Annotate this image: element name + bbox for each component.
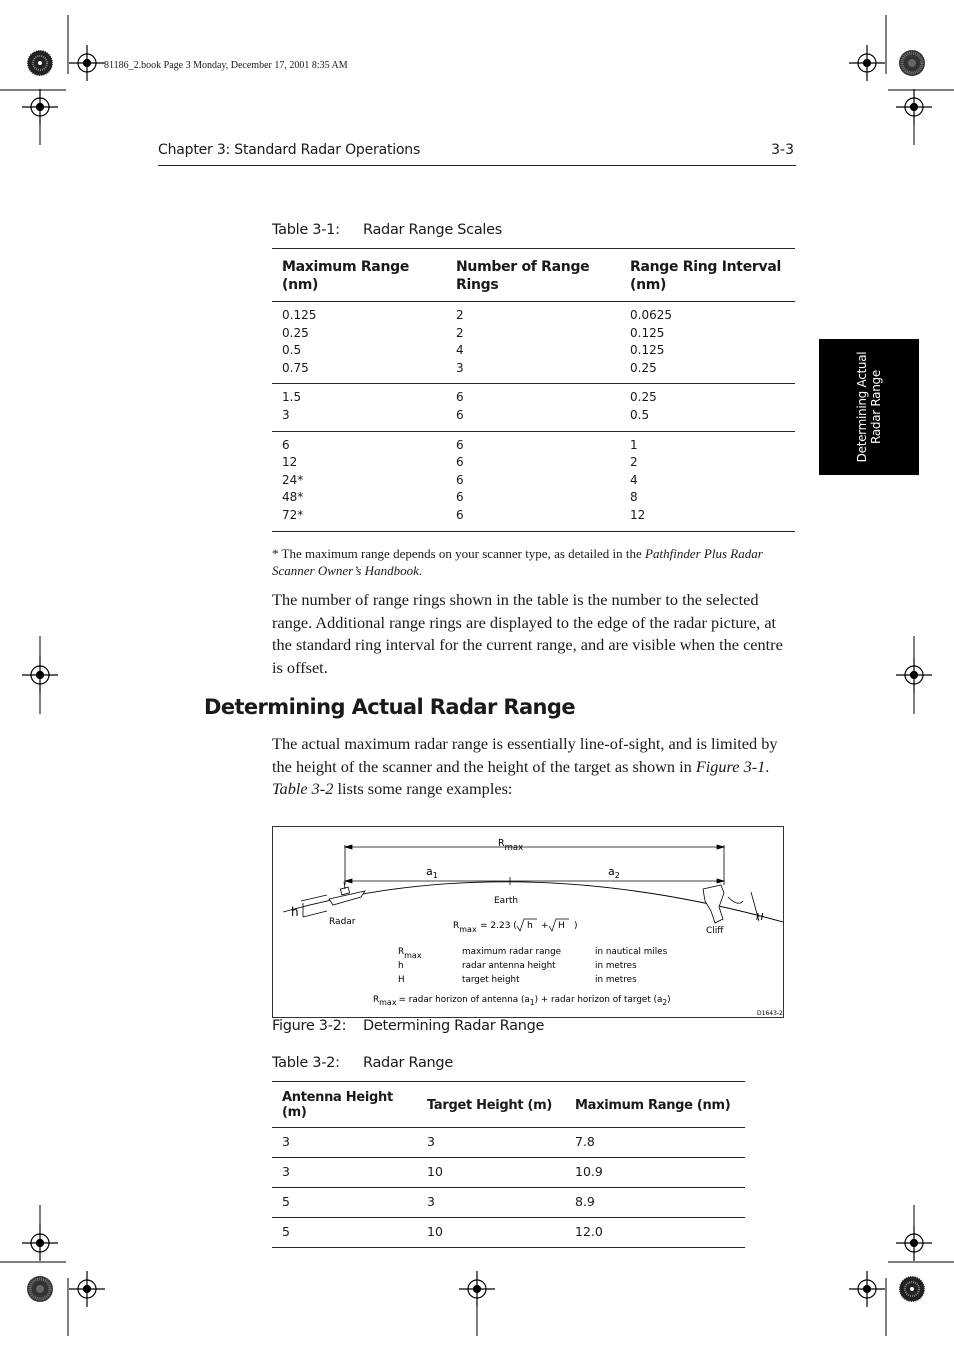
cell-value: 4	[456, 343, 464, 358]
column-header: Maximum Range (nm)	[575, 1097, 731, 1113]
column-header: Range Ring Interval (nm)	[630, 259, 781, 293]
legend-symbol: h	[398, 961, 404, 971]
table-cell: 3	[282, 1164, 290, 1179]
cell-value: 0.5	[282, 343, 302, 358]
column-header: Target Height (m)	[427, 1097, 553, 1113]
body-paragraph	[272, 733, 797, 801]
cliff-label: Cliff	[706, 926, 724, 936]
cell-value: 1	[630, 437, 638, 452]
table-cell	[272, 384, 446, 431]
cell-value: 0.5	[630, 407, 650, 422]
table-row-group	[272, 384, 795, 431]
formula-h: h	[527, 921, 533, 931]
paragraph-text: lists some range examples:	[333, 779, 513, 798]
table-cell	[446, 302, 620, 384]
radar-label: Radar	[329, 917, 356, 927]
rmax-definition: Rmax = radar horizon of antenna (a1) + radar horizon of target (a2)	[373, 995, 671, 1007]
formula-end: )	[574, 921, 578, 931]
table-cell	[620, 431, 795, 531]
table-cell: 10.9	[575, 1164, 603, 1179]
side-tab-line-2: Radar Range	[869, 370, 883, 444]
figure-code: D1643-2	[757, 1010, 783, 1017]
table-header-row	[272, 1082, 745, 1128]
cell-value: 2	[456, 308, 464, 322]
table-1-caption	[272, 222, 502, 238]
cell-value: 3	[282, 407, 290, 422]
cell-value: 8	[630, 490, 638, 505]
radar-range-table	[272, 1081, 745, 1248]
table-cell: 5	[282, 1194, 290, 1209]
legend-symbol: H	[398, 975, 405, 985]
a1-label: $a_1$	[426, 865, 438, 880]
figure-title: Determining Radar Range	[363, 1018, 545, 1034]
cell-value: 0.0625	[630, 308, 672, 322]
paragraph-text: The actual maximum radar range is essentially line-of-sight, and is limited by the height of the scanner and the height of the target as shown in	[272, 734, 778, 776]
table-cell	[620, 302, 795, 384]
legend-unit: in nautical miles	[595, 947, 668, 957]
cell-value: 48*	[282, 490, 304, 505]
radar-range-diagram	[273, 827, 783, 1017]
legend-symbol: Rmax	[398, 947, 422, 960]
formula-rmax: Rmax	[453, 921, 477, 934]
cell-value: 6	[282, 437, 290, 452]
page-number: 3-3	[771, 142, 794, 158]
table-cell: 10	[427, 1224, 443, 1239]
table-1-number: Table 3-1:	[272, 222, 340, 238]
cell-value: 6	[456, 472, 464, 487]
table-cell	[446, 384, 620, 431]
table-reference-link[interactable]: Table 3-2	[272, 779, 334, 798]
table-row	[272, 1218, 745, 1248]
cell-value: 6	[456, 407, 464, 422]
formula-H: H	[558, 921, 565, 931]
table-cell: 3	[282, 1134, 290, 1149]
running-header-chapter: Chapter 3: Standard Radar Operations	[158, 142, 421, 158]
section-heading: Determining Actual Radar Range	[204, 695, 575, 719]
legend-unit: in metres	[595, 975, 637, 985]
cell-value: 0.25	[630, 390, 657, 405]
table-cell	[272, 431, 446, 531]
cell-value: 12	[630, 507, 646, 522]
cell-value: 12	[282, 455, 298, 470]
antenna-height-label: h	[291, 905, 299, 919]
rmax-label: Rmax	[498, 838, 524, 853]
table-cell	[272, 302, 446, 384]
column-header: Number of Range Rings	[456, 259, 590, 293]
table-cell: 7.8	[575, 1134, 595, 1149]
cell-value: 0.125	[282, 308, 317, 322]
cell-value: 6	[456, 490, 464, 505]
chapter-side-tab	[819, 339, 919, 475]
table-cell: 10	[427, 1164, 443, 1179]
column-header: Antenna Height (m)	[282, 1090, 393, 1120]
cell-value: 2	[630, 455, 638, 470]
legend-description: target height	[462, 975, 520, 985]
table-cell: 5	[282, 1224, 290, 1239]
cell-value: 0.25	[630, 360, 657, 375]
cell-value: 1.5	[282, 390, 302, 405]
cell-value: 4	[630, 472, 638, 487]
legend-unit: in metres	[595, 961, 637, 971]
cell-value: 6	[456, 507, 464, 522]
formula-plus: +	[541, 921, 549, 931]
cell-value: 6	[456, 437, 464, 452]
cell-value: 0.125	[630, 325, 665, 340]
cell-value: 3	[456, 360, 464, 375]
footnote-text: * The maximum range depends on your scanner type, as detailed in the	[272, 546, 646, 561]
side-tab-line-1: Determining Actual	[855, 351, 869, 463]
table-row	[272, 1158, 745, 1188]
table-2-caption	[272, 1055, 453, 1071]
legend-description: maximum radar range	[462, 947, 562, 957]
radar-range-figure	[272, 826, 784, 1018]
formula-prefix: = 2.23 (	[480, 921, 517, 931]
footnote-handbook-title: Pathfinder Plus Radar Scanner Owner’s Handbook	[272, 546, 763, 578]
table-1-title: Radar Range Scales	[363, 222, 503, 238]
table-header-row	[272, 249, 795, 302]
table-cell: 3	[427, 1194, 435, 1209]
table-2-number: Table 3-2:	[272, 1055, 340, 1071]
table-cell	[620, 384, 795, 431]
legend-description: radar antenna height	[462, 961, 556, 971]
earth-label: Earth	[494, 896, 519, 906]
body-paragraph: The number of range rings shown in the table is the number to the selected range. Additional range rings are displayed to the edge of the radar picture, at the standard ring interval for the current range, and are visible when the centre is offset.	[272, 590, 783, 677]
cell-value: 72*	[282, 507, 304, 522]
figure-number: Figure 3-2:	[272, 1018, 347, 1034]
paragraph-text: .	[765, 756, 770, 776]
table-row-group	[272, 431, 795, 531]
cell-value: 0.25	[282, 325, 309, 340]
table-row	[272, 1188, 745, 1218]
header-divider	[158, 165, 796, 166]
table-cell: 3	[427, 1134, 435, 1149]
figure-legend	[398, 947, 668, 985]
radar-range-scales-table	[272, 248, 795, 532]
target-height-label: H	[756, 912, 764, 923]
figure-caption	[272, 1018, 544, 1034]
table-cell	[446, 431, 620, 531]
table-row-group	[272, 302, 795, 384]
table-2-title: Radar Range	[363, 1055, 453, 1071]
cell-value: 2	[456, 325, 464, 340]
table-cell: 12.0	[575, 1224, 603, 1239]
a2-label: $a_2$	[608, 865, 620, 880]
footnote-end: .	[418, 563, 423, 578]
column-header: Maximum Range (nm)	[282, 259, 410, 293]
cell-value: 6	[456, 455, 464, 470]
table-footnote	[272, 545, 797, 579]
print-job-info: 81186_2.book Page 3 Monday, December 17, 2001 8:35 AM	[104, 60, 348, 71]
figure-reference-link[interactable]: Figure 3-1	[695, 756, 766, 776]
table-cell: 8.9	[575, 1194, 595, 1209]
cell-value: 6	[456, 390, 464, 405]
table-row	[272, 1128, 745, 1158]
cell-value: 0.75	[282, 360, 309, 375]
cell-value: 0.125	[630, 343, 665, 358]
cell-value: 24*	[282, 472, 304, 487]
